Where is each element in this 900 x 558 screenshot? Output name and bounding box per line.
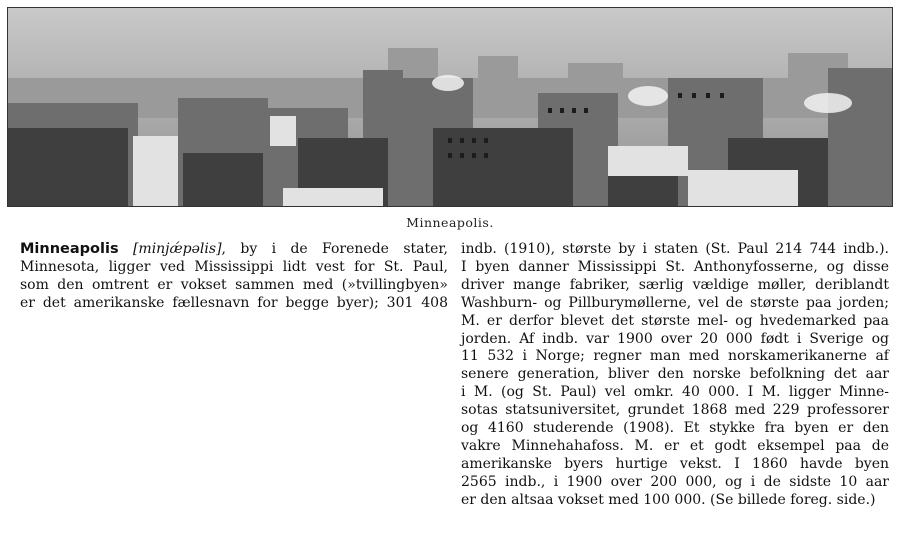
article-text-line: driver mange fabriker, særlig vældige møller, deriblandt <box>461 276 889 293</box>
article-text-line: M. er derfor blevet det største mel- og hvedemarked paa <box>461 312 889 329</box>
article-text-line: sotas statsuniversitet, grundet 1868 med 229 professorer <box>461 402 889 419</box>
pronunciation: [minjǽpəlis] <box>132 241 222 257</box>
city-photograph <box>7 7 893 207</box>
article-column-left <box>20 241 448 313</box>
article-text-line: Minnesota, ligger ved Mississippi lidt vest for St. Paul, <box>20 258 448 275</box>
article-text-line: i M. (og St. Paul) vel omkr. 40 000. I M. ligger Minne- <box>461 384 889 401</box>
headword: Minneapolis <box>20 241 119 257</box>
article-text-line: amerikanske byers hurtige vekst. I 1860 havde byen <box>461 455 889 472</box>
article-text-line: og 4160 studerende (1908). Et stykke fra byen er den <box>461 420 889 437</box>
article-first-line <box>20 241 448 259</box>
photo-caption: Minneapolis. <box>406 215 494 230</box>
article-text-line: senere generation, bliver den norske befolkning det aar <box>461 366 889 383</box>
article-column-right <box>461 241 889 510</box>
article-text-line: I byen danner Mississippi St. Anthonyfosserne, og disse <box>461 258 889 275</box>
article-text-line: , by i de Forenede stater, <box>221 241 449 257</box>
article-text-line: Washburn- og Pillburymøllerne, vel de største paa jorden; <box>461 294 889 311</box>
article-text-line: jorden. Af indb. var 1900 over 20 000 født i Sverige og <box>461 330 889 347</box>
article-text-line: 11 532 i Norge; regner man med norskamerikanerne af <box>461 348 889 365</box>
article-text-line: 2565 indb., i 1900 over 200 000, og i de sidste 10 aar <box>461 473 889 490</box>
article-text-line: er det amerikanske fællesnavn for begge byer); 301 408 <box>20 294 448 311</box>
article-text-line: som den omtrent er vokset sammen med (»tvillingbyen» <box>20 276 448 293</box>
skyline-illustration <box>8 8 892 206</box>
article-text-line: vakre Minnehahafoss. M. er et godt eksempel paa de <box>461 437 889 454</box>
article-text-line: er den altsaa vokset med 100 000. (Se billede foreg. side.) <box>461 491 876 508</box>
article-text-line: indb. (1910), største by i staten (St. Paul 214 744 indb.). <box>461 241 889 257</box>
